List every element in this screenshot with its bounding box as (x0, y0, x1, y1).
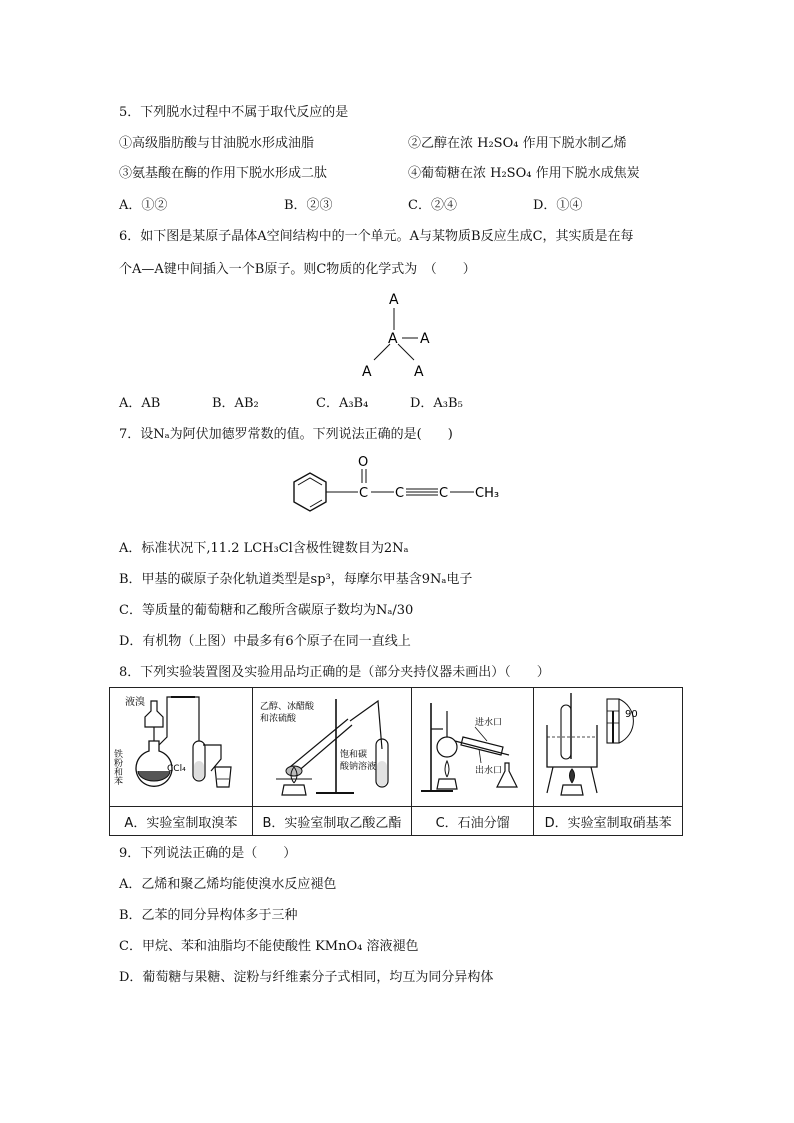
label-reagents-line1: 乙醇、冰醋酸 (259, 702, 314, 712)
alkyne-carbon-2: C (439, 486, 449, 501)
thermometer-reading: 90 (625, 709, 638, 720)
label-ccl4: CCl₄ (166, 764, 186, 774)
apparatus-a-cell (110, 688, 253, 807)
q7-option-c: C．等质量的葡萄糖和乙酸所含碳原子数均为Nₐ/30 (119, 603, 414, 618)
q6-stem-line1: 6．如下图是某原子晶体A空间结构中的一个单元。A与某物质B反应生成C，其实质是在每 (119, 229, 634, 244)
q6-option-d: D．A₃B₅ (410, 396, 463, 411)
caption-b: B．实验室制取乙酸乙酯 (252, 807, 411, 836)
q5-item-2: ②乙醇在浓 H₂SO₄ 作用下脱水制乙烯 (408, 136, 627, 151)
atom-bottom-right: A (414, 364, 424, 380)
q7-option-a: A．标准状况下,11.2 LCH₃Cl含极性键数目为2Nₐ (119, 541, 409, 556)
q5-option-a: A．①② (119, 198, 168, 213)
nitrobenzene-apparatus (535, 689, 681, 801)
methyl-group: CH₃ (475, 486, 500, 501)
q8-stem: 8．下列实验装置图及实验用品均正确的是（部分夹持仪器未画出）（ ） (119, 665, 550, 680)
q9-option-a: A．乙烯和聚乙烯均能使溴水反应褪色 (119, 877, 337, 892)
q5-option-d: D．①④ (533, 198, 583, 213)
oxygen-atom: O (358, 455, 369, 470)
caption-d: D．实验室制取硝基苯 (534, 807, 683, 836)
q6-option-c: C．A₃B₄ (316, 396, 369, 411)
q9-stem: 9．下列说法正确的是（ ） (119, 846, 297, 861)
q7-stem: 7．设Nₐ为阿伏加德罗常数的值。下列说法正确的是( ) (119, 427, 453, 442)
apparatus-c-cell (412, 688, 534, 807)
organic-structure-diagram (280, 452, 520, 532)
label-water-inlet: 进水口 (474, 718, 502, 728)
q5-item-1: ①高级脂肪酸与甘油脱水形成油脂 (119, 136, 315, 151)
apparatus-table (109, 687, 683, 836)
label-saturated-line2: 酸钠溶液 (339, 762, 376, 772)
apparatus-b-cell (252, 688, 411, 807)
q5-item-4: ④葡萄糖在浓 H₂SO₄ 作用下脱水成焦炭 (408, 166, 640, 181)
q9-option-c: C．甲烷、苯和油脂均不能使酸性 KMnO₄ 溶液褪色 (119, 939, 419, 954)
alkyne-carbon-1: C (395, 486, 405, 501)
q5-stem: 5．下列脱水过程中不属于取代反应的是 (119, 105, 349, 120)
caption-c: C．石油分馏 (412, 807, 534, 836)
label-iron-benzene: 铁粉和苯 (111, 749, 122, 785)
q6-option-a: A．AB (119, 396, 161, 411)
atom-right: A (420, 331, 430, 347)
bromobenzene-apparatus (111, 689, 251, 801)
q9-option-b: B．乙苯的同分异构体多于三种 (119, 908, 298, 923)
atom-top: A (389, 292, 399, 308)
q9-option-d: D．葡萄糖与果糖、淀粉与纤维素分子式相同，均互为同分异构体 (119, 970, 494, 985)
caption-a: A．实验室制取溴苯 (110, 807, 253, 836)
q7-option-b: B．甲基的碳原子杂化轨道类型是sp³，每摩尔甲基含9Nₐ电子 (119, 572, 473, 587)
apparatus-d-cell (534, 688, 683, 807)
label-liquid-bromine: 液溴 (124, 697, 145, 708)
label-reagents-line2: 和浓硫酸 (259, 714, 296, 724)
q6-stem-line2: 个A—A键中间插入一个B原子。则C物质的化学式为 （ ） (119, 262, 476, 277)
q6-option-b: B．AB₂ (212, 396, 259, 411)
label-saturated-line1: 饱和碳 (339, 750, 367, 760)
crystal-unit-diagram (350, 288, 450, 383)
q5-item-3: ③氨基酸在酶的作用下脱水形成二肽 (119, 166, 328, 181)
atom-bottom-left: A (362, 364, 372, 380)
carbonyl-carbon: C (359, 486, 369, 501)
q7-option-d: D．有机物（上图）中最多有6个原子在同一直线上 (119, 634, 411, 649)
q5-option-b: B．②③ (284, 198, 333, 213)
q5-option-c: C．②④ (408, 198, 457, 213)
atom-center: A (388, 331, 398, 347)
oil-fractionation-apparatus (413, 689, 533, 801)
ethyl-acetate-apparatus (254, 689, 410, 801)
label-water-outlet: 出水口 (474, 766, 502, 776)
